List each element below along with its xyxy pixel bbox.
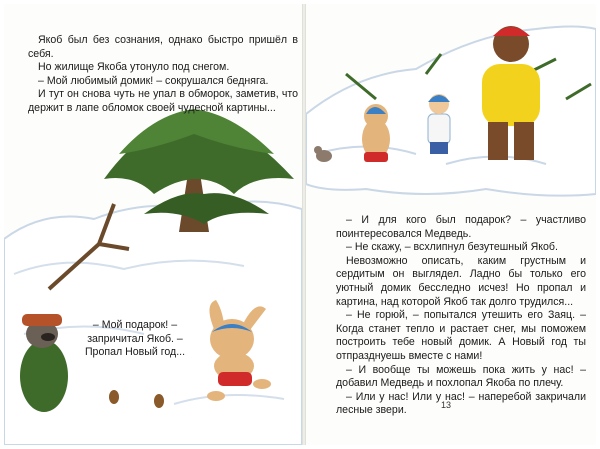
paragraph: Невозможно описать, каким грустным и сердитым он выглядел. Ладно бы только его уютный домик бесследно исчез! Но пропал и картина, над которой Якоб так долго трудился... bbox=[336, 254, 586, 308]
book-spread bbox=[4, 4, 596, 445]
paragraph: – И вообще ты можешь пока жить у нас! – добавил Медведь и похлопал Якоба по плечу. bbox=[336, 363, 586, 390]
speech-line: запричитал Якоб. – bbox=[87, 332, 183, 345]
speech-line: Пропал Новый год... bbox=[84, 346, 186, 359]
paragraph: – Мой любимый домик! – сокрушался бедняга. bbox=[38, 74, 269, 87]
right-illustration bbox=[306, 4, 596, 204]
speech-line: – Мой подарок! – bbox=[92, 319, 178, 331]
paragraph: – Или у нас! Или у нас! – наперебой закричали лесные звери. bbox=[336, 390, 586, 417]
paragraph: – Не горюй, – попытался утешить его Заяц. – Когда станет тепло и растает снег, мы поможем построить тебе новый домик. А Новый год ты отпразднуешь вместе с нами! bbox=[336, 309, 586, 362]
paragraph: Якоб был без сознания, однако быстро пришёл в себя. bbox=[28, 34, 298, 60]
hare bbox=[362, 104, 390, 162]
boy bbox=[428, 94, 450, 154]
page-number: 13 bbox=[441, 400, 452, 410]
paragraph: – Не скажу, – всхлипнул безутешный Якоб. bbox=[346, 241, 558, 254]
left-page-text bbox=[28, 34, 298, 116]
speech-text bbox=[80, 319, 190, 360]
paragraph: – И для кого был подарок? – участливо поинтересовался Медведь. bbox=[336, 214, 586, 240]
right-page bbox=[306, 4, 596, 445]
paragraph: Но жилище Якоба утонуло под снегом. bbox=[38, 61, 230, 74]
left-page bbox=[4, 4, 302, 445]
snow-drift bbox=[306, 27, 596, 196]
paragraph: И тут он снова чуть не упал в обморок, заметив, что держит в лапе обломок своей чудесной картины... bbox=[28, 88, 298, 114]
right-page-text bbox=[336, 214, 586, 418]
